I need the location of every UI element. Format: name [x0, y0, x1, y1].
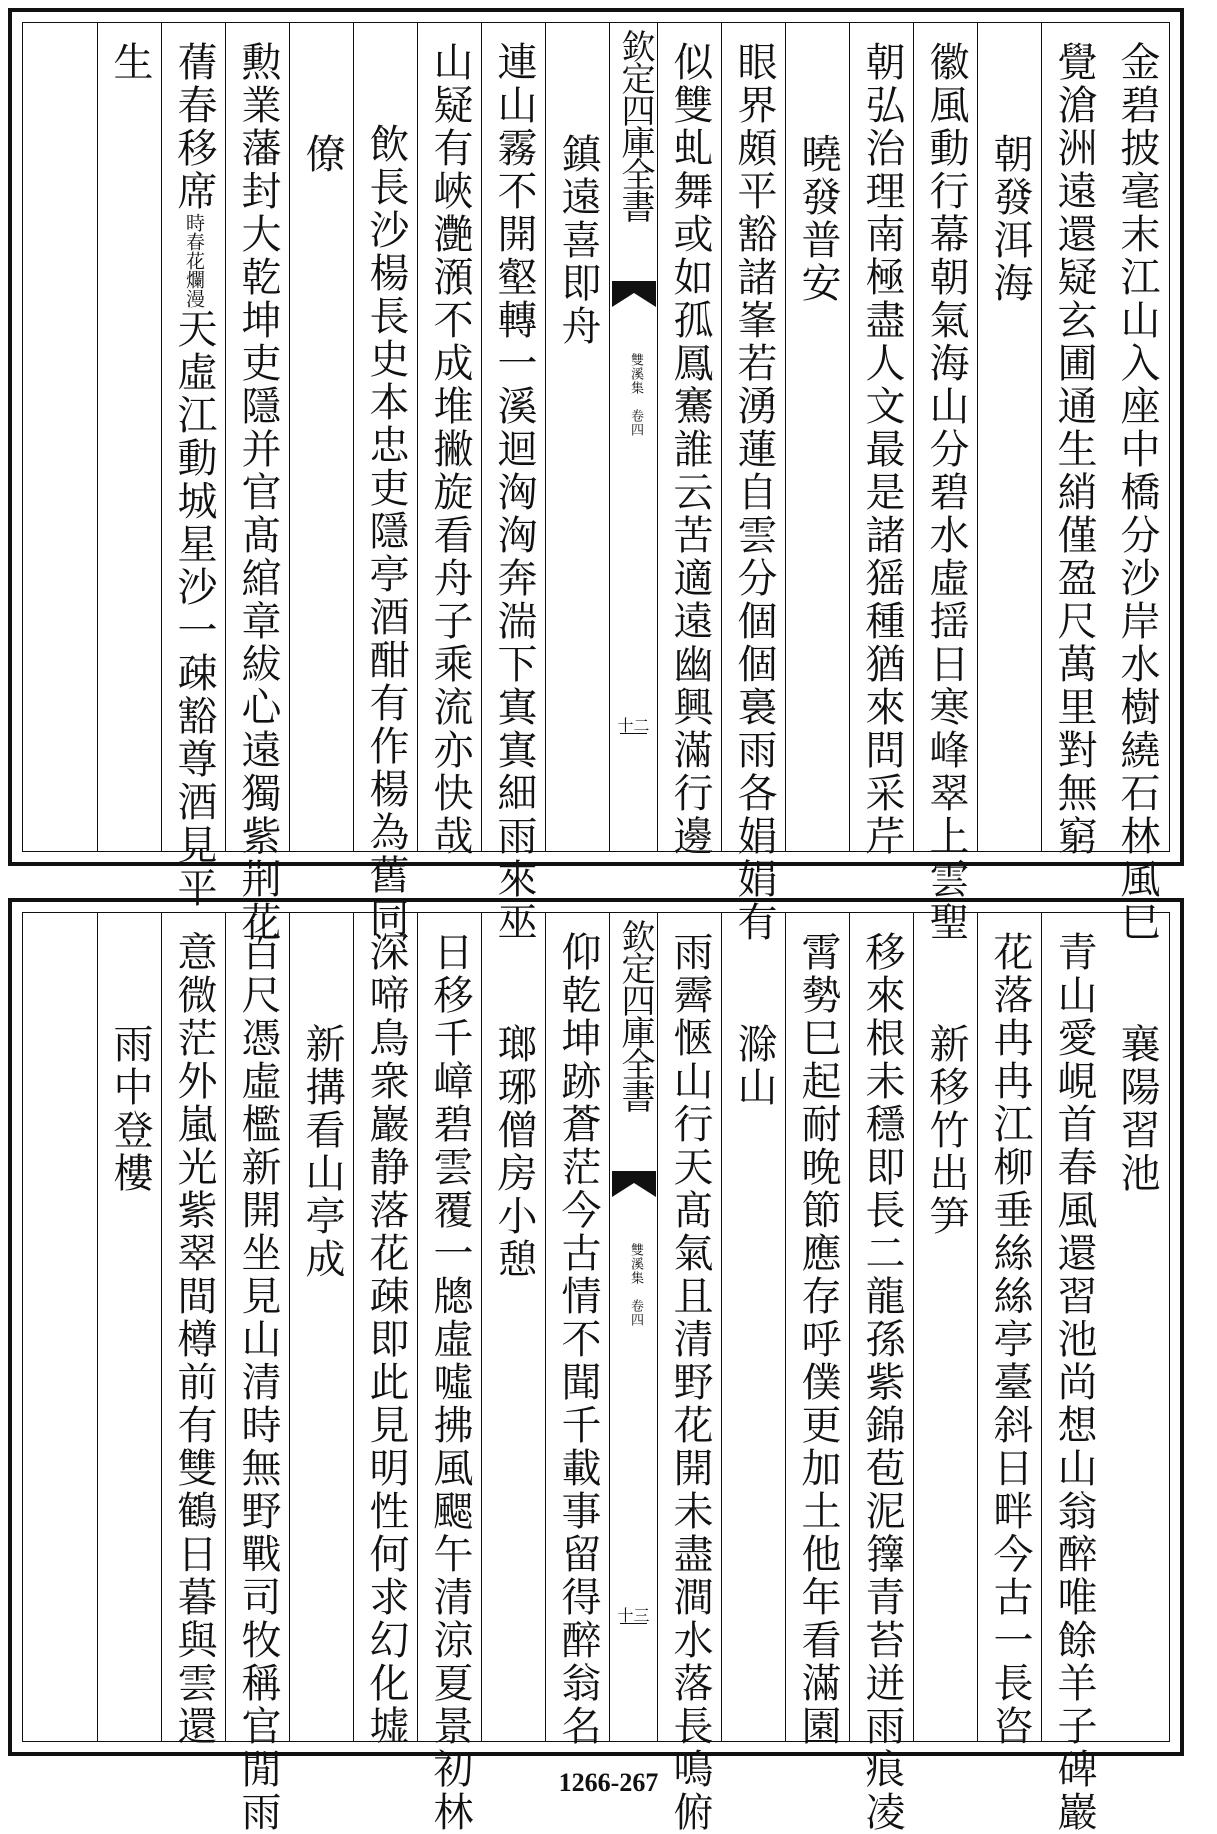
- column-text: 移來根未穩即長二龍孫紫錦苞泥籜青苔迸雨痕凌: [859, 931, 905, 1834]
- text-column: [977, 23, 1041, 851]
- column-text: 百尺憑虛檻新開坐見山清時無野戰司牧稱官閒雨: [235, 931, 281, 1834]
- text-column: [849, 913, 913, 1834]
- leaf-rule: [620, 733, 647, 734]
- column-text: 深啼鳥衆巖静落花疎即此見明性何求幻化墟: [363, 931, 409, 1748]
- book-title: 欽定四庫全書: [615, 29, 655, 221]
- text-column: [849, 23, 913, 858]
- column-text: 日移千嶂碧雲覆一牕虛噓拂風颸午清涼夏景初林: [427, 931, 473, 1834]
- volume-label: 雙溪集 卷四: [628, 1243, 643, 1327]
- text-column: [657, 913, 721, 1834]
- text-column: [913, 913, 977, 1741]
- text-column: [721, 23, 785, 944]
- text-column: [481, 23, 545, 944]
- column-text: 花落冉冉江柳垂絲絲亭臺斜日畔今古一長咨: [987, 931, 1033, 1748]
- column-text-with-note: [162, 41, 226, 910]
- column-text: 金碧披毫末江山入座中橋分沙岸水樹繞石林風巳: [1114, 41, 1160, 944]
- column-text: 山疑有峽灔澦不成堆撇旋看舟子乘流亦快哉: [427, 41, 473, 858]
- column-text: 徽風動行幕朝氣海山分碧水虛揺日寒峰翠上雲聖: [923, 41, 969, 944]
- column-text: 生: [107, 41, 153, 84]
- text-column: [417, 913, 481, 1834]
- volume-label: 雙溪集 卷四: [628, 353, 643, 437]
- text-column: [289, 913, 353, 1741]
- book-title: 欽定四庫全書: [615, 919, 655, 1111]
- top-page-frame: [22, 22, 1170, 944]
- column-text: 霄勢巳起耐晚節應存呼僕更加土他年看滿園: [795, 931, 841, 1748]
- leaf-number: 十三: [617, 1606, 650, 1625]
- text-column: [1105, 913, 1169, 1741]
- column-text: 意微茫外嵐光紫翠間樽前有雙鶴日暮與雲還: [171, 931, 217, 1748]
- text-column: [161, 23, 225, 910]
- text-column: [545, 913, 609, 1748]
- center-fold: [609, 913, 657, 1741]
- column-text: 青山愛峴首春風還習池尚想山翁醉唯餘羊子碑巖: [1051, 931, 1097, 1834]
- text-column: [97, 23, 161, 851]
- column-text: 朝弘治理南極盡人文最是諸猺種猶來問采芹: [859, 41, 905, 858]
- page-number: 1266-267: [558, 1768, 659, 1797]
- column-text: 勲業藩封大乾坤吏隱并官髙綰章紱心遠獨紫荆花: [235, 41, 281, 944]
- text-column: [785, 23, 849, 851]
- leaf-rule: [620, 1623, 647, 1624]
- fish-tail-mark: [612, 1171, 656, 1197]
- poem-title-cont: 僚: [299, 133, 345, 176]
- interlinear-note: 爛漫: [183, 270, 205, 308]
- text-column: [657, 23, 721, 858]
- column-text: 連山霧不開壑轉一溪迴洶洶奔湍下寘寘細雨來巫: [491, 41, 537, 944]
- text-column: [289, 23, 353, 851]
- poem-title: 鎮遠喜即舟: [555, 133, 601, 348]
- text-column: [353, 23, 417, 940]
- text-column: [417, 23, 481, 858]
- text-column: [1041, 23, 1105, 858]
- column-text: 仰乾坤跡蒼茫今古情不聞千載事留得醉翁名: [555, 931, 601, 1748]
- poem-title: 瑯琊僧房小憩: [491, 1023, 537, 1281]
- text-column: [225, 913, 289, 1834]
- text-column: [977, 913, 1041, 1748]
- column-text: 天虛江動城星沙一疎豁尊酒見平: [171, 308, 217, 910]
- column-text: 眼界頗平豁諸峯若湧蓮自雲分個個裛雨各娟娟有: [731, 41, 777, 944]
- column-text: 蒨春移席: [171, 41, 217, 213]
- fish-tail-mark: [612, 281, 656, 307]
- poem-title: 朝發洱海: [987, 133, 1033, 305]
- poem-title: 新移竹出笋: [923, 1023, 969, 1238]
- text-column: [913, 23, 977, 944]
- poem-title: 飲長沙楊長史本忠吏隱亭酒酣有作楊為舊同: [363, 123, 409, 940]
- text-column: [721, 913, 785, 1741]
- leaf-number: 十二: [617, 716, 650, 735]
- text-column: [97, 913, 161, 1741]
- column-text: 似雙虬舞或如孤鳳騫誰云苦適遠幽興滿行邊: [667, 41, 713, 858]
- center-fold: [609, 23, 657, 851]
- text-column: [161, 913, 225, 1748]
- poem-title: 曉發普安: [795, 133, 841, 305]
- poem-title: 滁山: [731, 1023, 777, 1109]
- poem-title: 雨中登樓: [107, 1023, 153, 1195]
- top-page: [8, 8, 1184, 944]
- text-column: [1105, 23, 1169, 944]
- poem-title: 新搆看山亭成: [299, 1023, 345, 1281]
- text-column: [545, 23, 609, 851]
- text-column: [1041, 913, 1105, 1834]
- text-column: [225, 23, 289, 944]
- text-column: [481, 913, 545, 1741]
- text-column: [353, 913, 417, 1748]
- interlinear-note: 時春花: [183, 213, 205, 270]
- column-text: 雨霽愜山行天髙氣且清野花開未盡澗水落長鳴俯: [667, 931, 713, 1834]
- text-column: [785, 913, 849, 1748]
- poem-title: 襄陽習池: [1114, 1023, 1160, 1195]
- column-text: 覺滄洲遠還疑玄圃通生綃僅盈尺萬里對無窮: [1051, 41, 1097, 858]
